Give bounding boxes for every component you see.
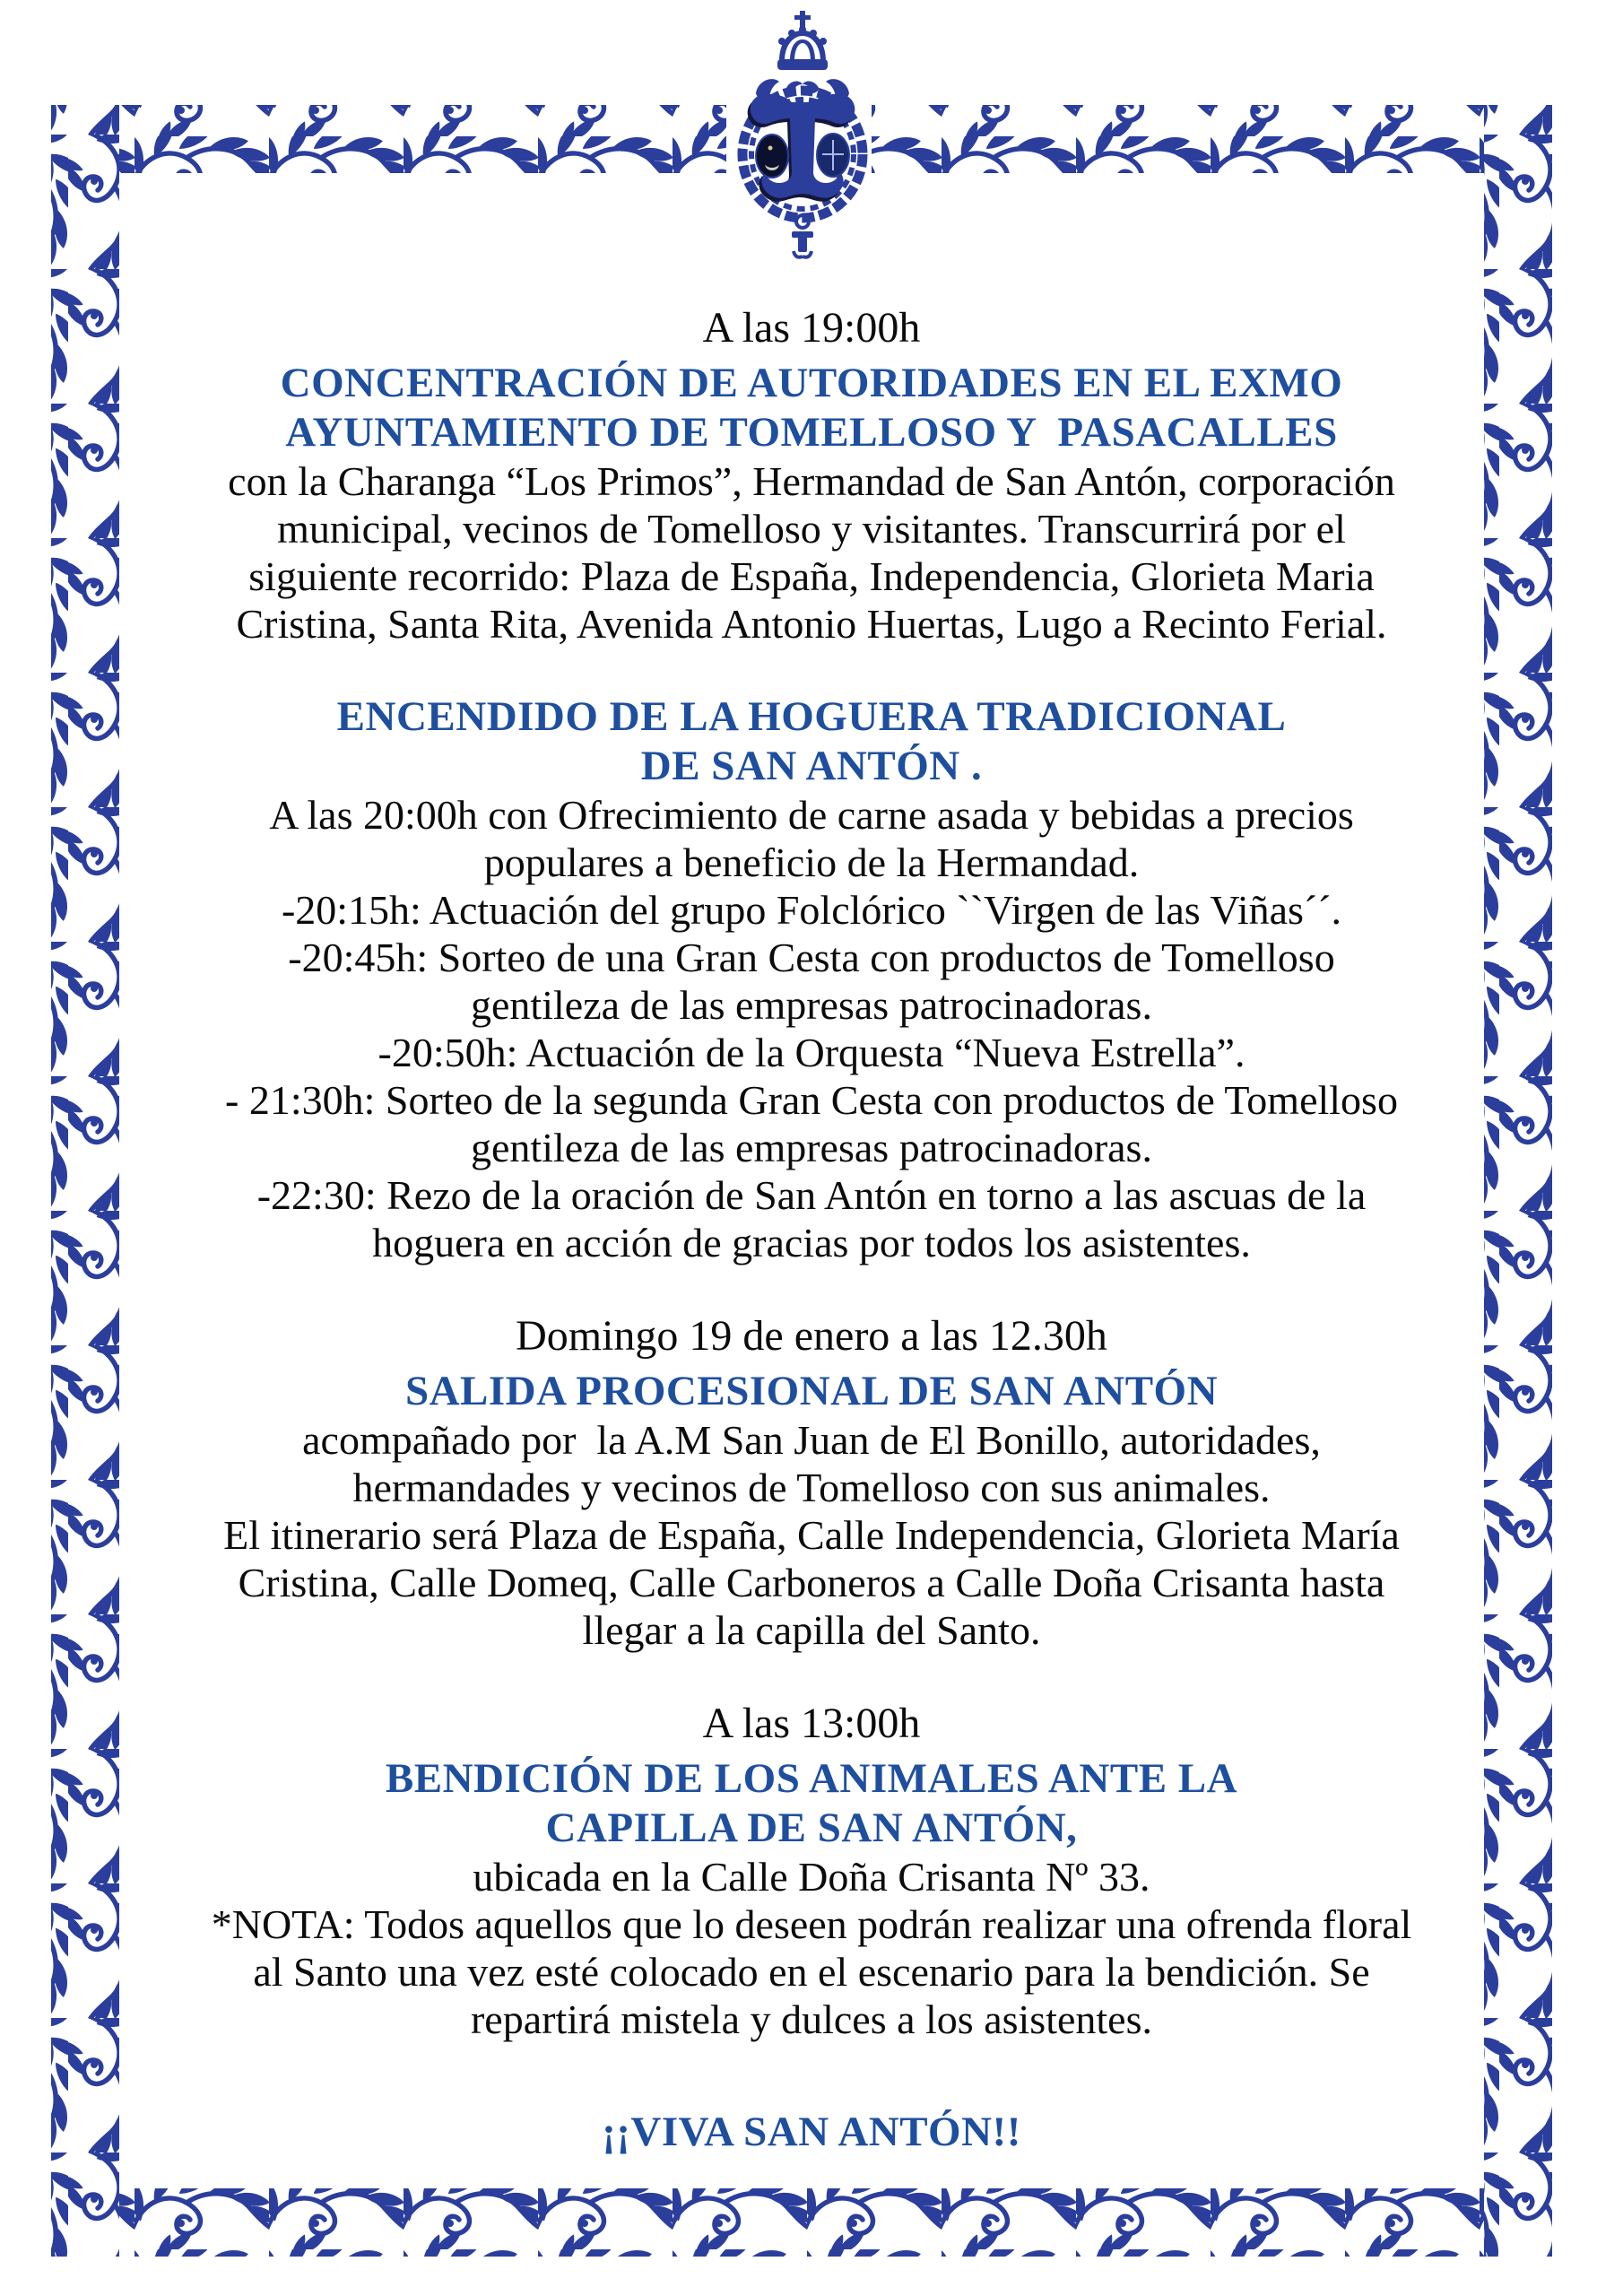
- crest-pendant: [792, 231, 813, 257]
- border-left-segment: [51, 105, 119, 2257]
- body-line: gentileza de las empresas patrocinadoras.: [471, 982, 1152, 1028]
- time-text: A las 19:00h: [702, 304, 921, 352]
- section-heading-salida: [135, 1367, 1488, 1416]
- crest-medallions: [756, 134, 849, 178]
- laurel-wreath: [742, 91, 863, 228]
- body-line: -20:45h: Sorteo de una Gran Cesta con productos de Tomelloso: [288, 935, 1335, 980]
- body-line: Cristina, Santa Rita, Avenida Antonio Huertas, Lugo a Recinto Ferial.: [236, 601, 1387, 647]
- heading-line: CAPILLA DE SAN ANTÓN,: [545, 1805, 1078, 1851]
- section-body-hoguera: [135, 791, 1488, 1266]
- body-line: municipal, vecinos de Tomelloso y visitantes. Transcurrirá por el: [277, 506, 1346, 552]
- body-line: siguiente recorrido: Plaza de España, Independencia, Glorieta Maria: [248, 553, 1375, 599]
- section-heading-bendicion: [135, 1754, 1488, 1853]
- border-right-segment: [1484, 105, 1552, 2257]
- body-line: llegar a la capilla del Santo.: [582, 1607, 1041, 1653]
- body-line: El itinerario será Plaza de España, Calle Independencia, Glorieta María: [223, 1512, 1400, 1558]
- section-heading-concentracion: [135, 359, 1488, 457]
- heading-line: ENCENDIDO DE LA HOGUERA TRADICIONAL: [336, 693, 1287, 740]
- tau-cross-icon: [751, 94, 855, 198]
- crown-icon: [777, 11, 828, 70]
- body-line: acompañado por la A.M San Juan de El Bonillo, autoridades,: [302, 1417, 1321, 1463]
- body-line: hermandades y vecinos de Tomelloso con sus animales.: [352, 1465, 1271, 1510]
- section-heading-viva: [135, 2108, 1488, 2157]
- section-body-procesion: [135, 1416, 1488, 1654]
- body-line: *NOTA: Todos aquellos que lo deseen podrán realizar una ofrenda floral: [211, 1901, 1412, 1947]
- body-line: -20:15h: Actuación del grupo Folclórico ``Virgen de las Viñas´´.: [281, 887, 1342, 933]
- body-line: con la Charanga “Los Primos”, Hermandad de San Antón, corporación: [228, 458, 1395, 504]
- section-time-domingo: [135, 1311, 1488, 1361]
- body-line: - 21:30h: Sorteo de la segunda Gran Cesta con productos de Tomelloso: [225, 1077, 1398, 1123]
- body-line: repartirá mistela y dulces a los asistentes.: [470, 1996, 1153, 2042]
- body-line: hoguera en acción de gracias por todos los asistentes.: [372, 1220, 1251, 1265]
- crest-flourishes: [756, 79, 849, 100]
- heading-line: DE SAN ANTÓN .: [640, 743, 983, 789]
- time-text: Domingo 19 de enero a las 12.30h: [516, 1312, 1107, 1360]
- border-bottom-segment: [119, 2188, 1484, 2257]
- heading-line: SALIDA PROCESIONAL DE SAN ANTÓN: [404, 1368, 1219, 1414]
- section-time-13h: [135, 1699, 1488, 1749]
- body-line: ubicada en la Calle Doña Crisanta Nº 33.: [473, 1854, 1150, 1900]
- body-line: Cristina, Calle Domeq, Calle Carboneros a Calle Doña Crisanta hasta: [238, 1560, 1385, 1605]
- section-time-19h: [135, 303, 1488, 353]
- heading-line: CONCENTRACIÓN DE AUTORIDADES EN EL EXMO: [280, 360, 1343, 406]
- section-heading-encendido: [135, 692, 1488, 791]
- body-line: populares a beneficio de la Hermandad.: [483, 839, 1140, 885]
- section-body-pasacalles: [135, 457, 1488, 648]
- body-line: -20:50h: Actuación de la Orquesta “Nueva Estrella”.: [378, 1030, 1245, 1075]
- program-content: [135, 303, 1488, 2157]
- body-line: A las 20:00h con Ofrecimiento de carne asada y bebidas a precios: [269, 792, 1354, 838]
- tau-cross-shadow: [748, 98, 853, 202]
- heading-line: BENDICIÓN DE LOS ANIMALES ANTE LA: [385, 1755, 1238, 1802]
- section-body-nota: [135, 1853, 1488, 2043]
- body-line: gentileza de las empresas patrocinadoras.: [471, 1125, 1152, 1170]
- border-top-left-segment: [119, 105, 726, 173]
- border-top-right-segment: [872, 105, 1484, 173]
- heading-line: ¡¡VIVA SAN ANTÓN!!: [602, 2109, 1021, 2155]
- body-line: al Santo una vez esté colocado en el escenario para la bendición. Se: [253, 1949, 1370, 1995]
- heading-line: AYUNTAMIENTO DE TOMELLOSO Y PASACALLES: [285, 409, 1338, 456]
- time-text: A las 13:00h: [702, 1700, 921, 1747]
- body-line: -22:30: Rezo de la oración de San Antón en torno a las ascuas de la: [256, 1172, 1367, 1218]
